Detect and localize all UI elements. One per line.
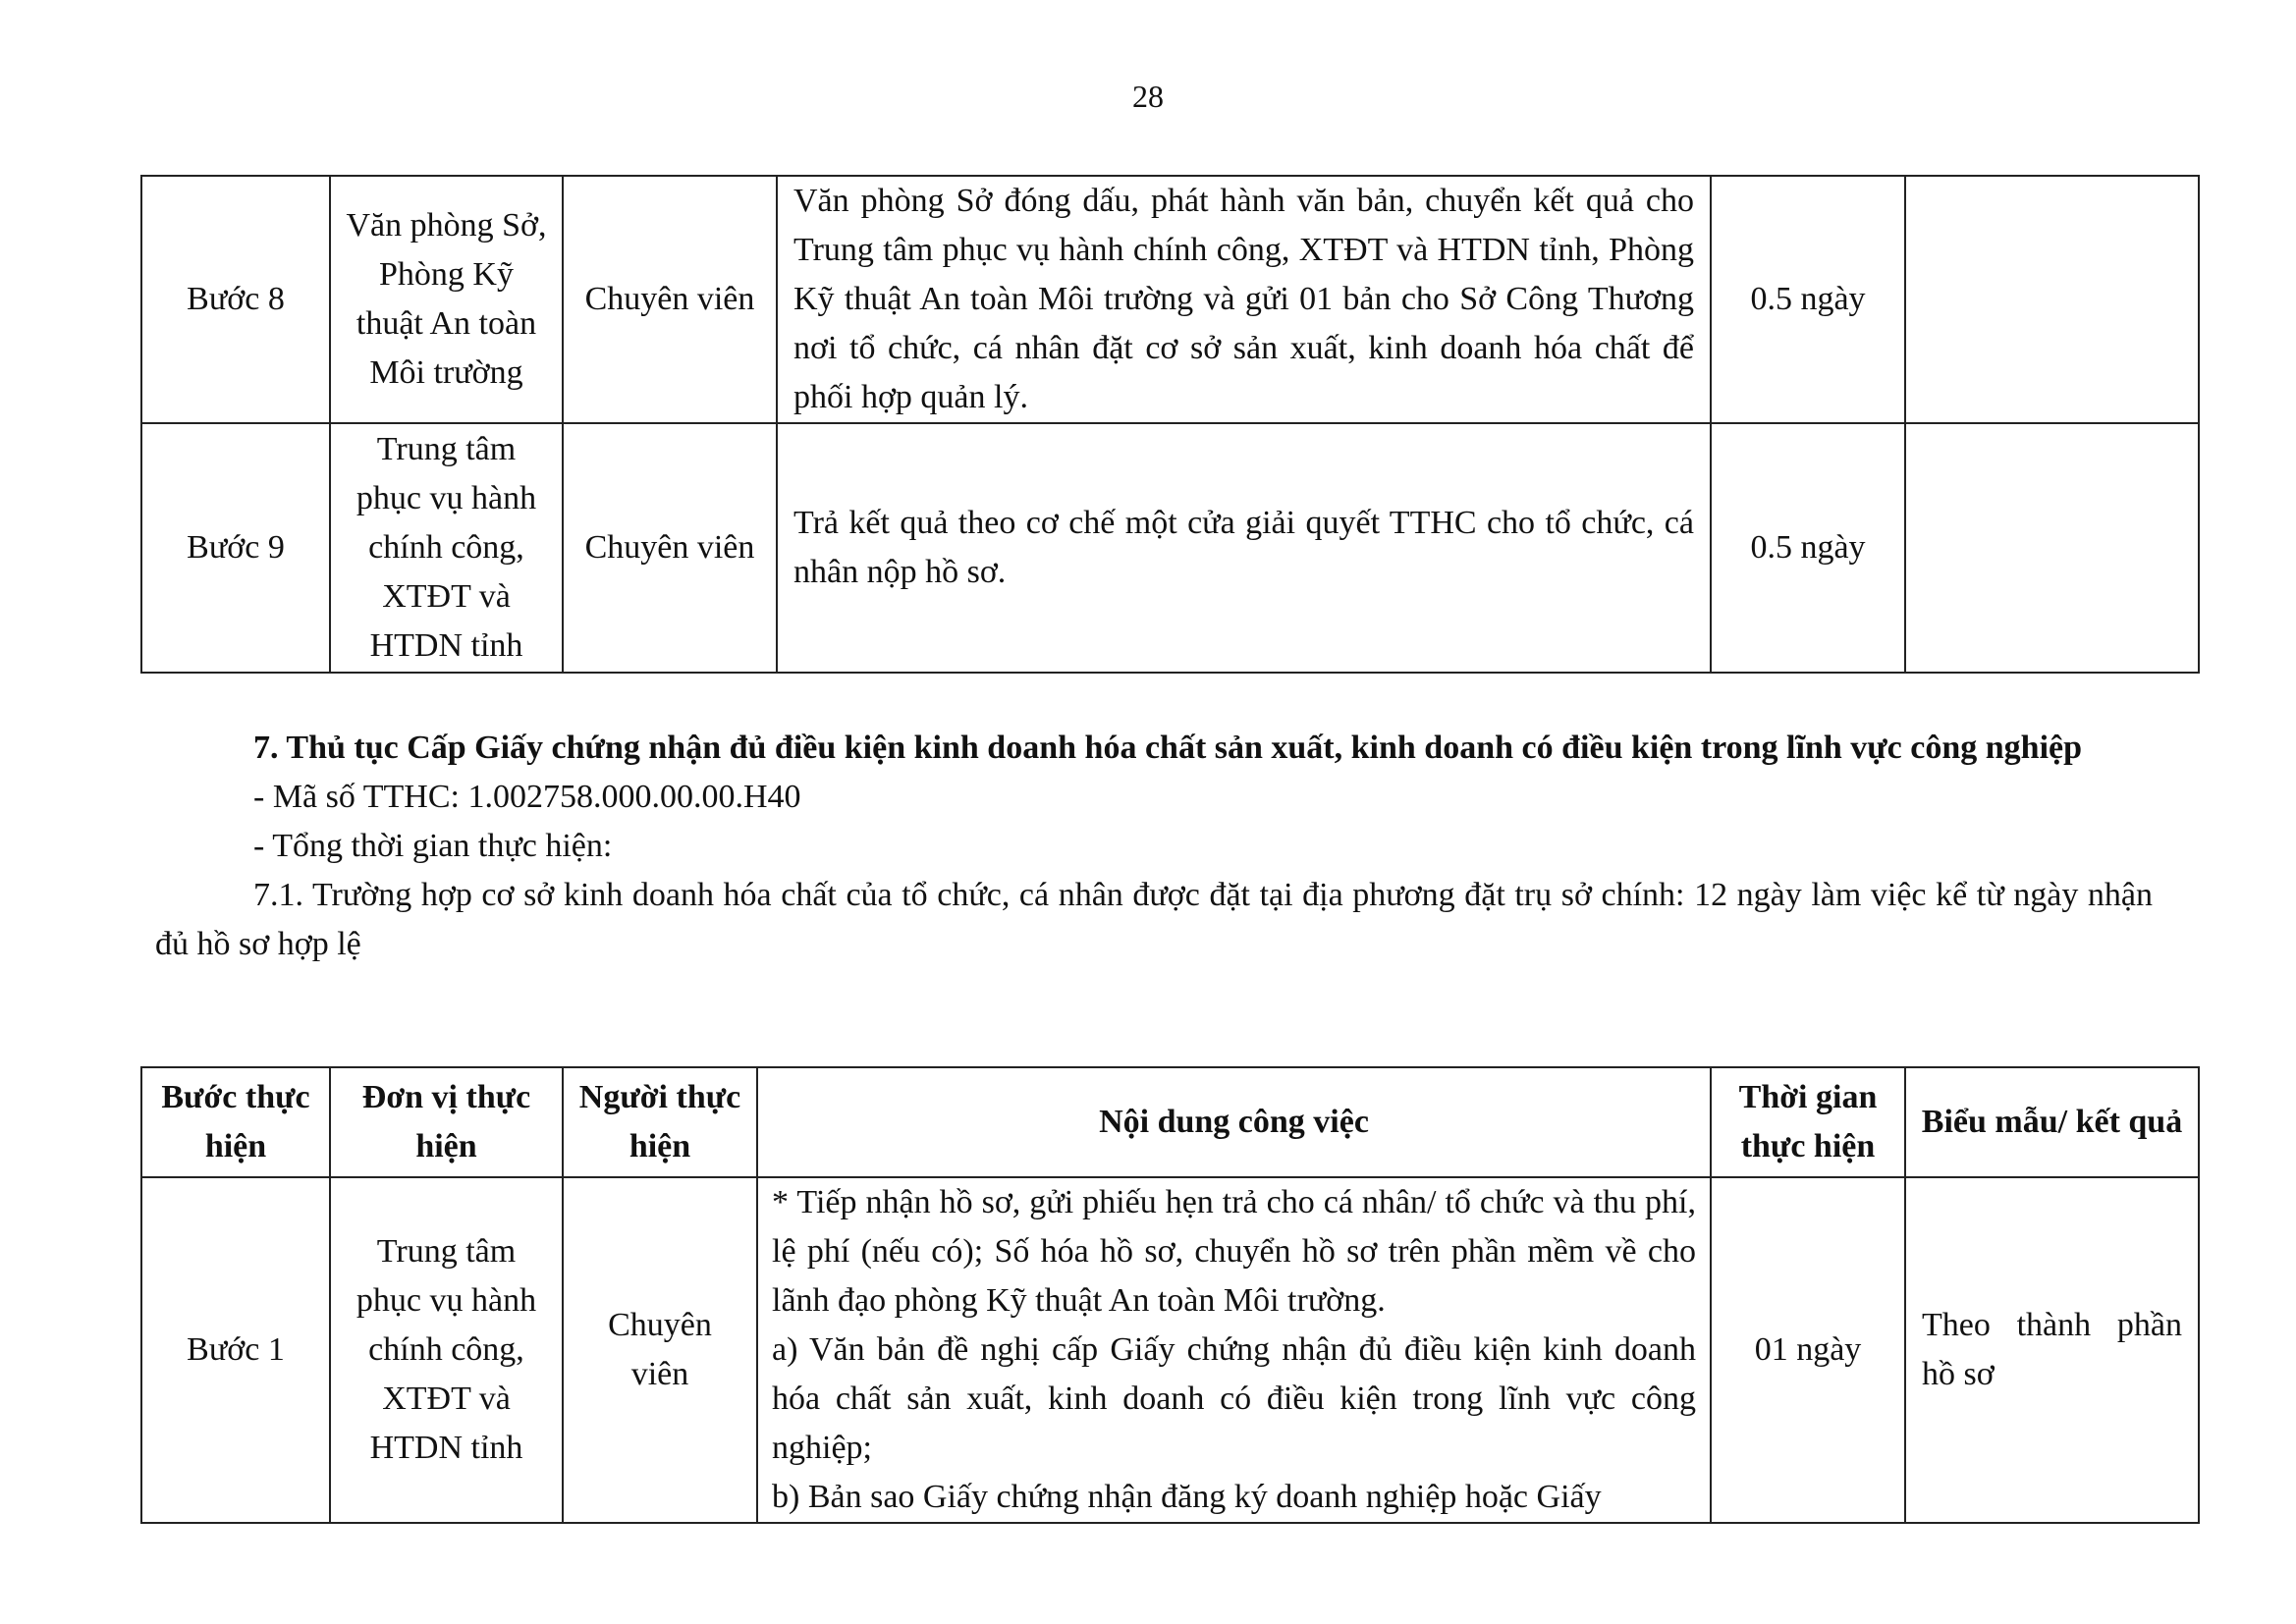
step-cell: Bước 8 <box>141 176 330 423</box>
time-cell: 01 ngày <box>1711 1177 1905 1523</box>
unit-cell: Trung tâm phục vụ hành chính công, XTĐT và HTDN tỉnh <box>330 1177 563 1523</box>
form-cell <box>1905 423 2199 673</box>
header-time: Thời gian thực hiện <box>1711 1067 1905 1177</box>
content-line: b) Bản sao Giấy chứng nhận đăng ký doanh nghiệp hoặc Giấy <box>772 1479 1602 1515</box>
time-cell: 0.5 ngày <box>1711 176 1905 423</box>
procedure-section <box>155 724 2153 969</box>
content-cell: Văn phòng Sở đóng dấu, phát hành văn bản, chuyển kết quả cho Trung tâm phục vụ hành chính công, XTĐT và HTDN tỉnh, Phòng Kỹ thuật An toàn Môi trường và gửi 01 bản cho Sở Công Thương nơi tổ chức, cá nhân đặt cơ sở sản xuất, kinh doanh hóa chất để phối hợp quản lý. <box>777 176 1711 423</box>
step-cell: Bước 1 <box>141 1177 330 1523</box>
procedure-steps-table <box>140 1066 2200 1524</box>
procedure-steps-table-continued <box>140 175 2200 674</box>
performer-cell: Chuyên viên <box>563 423 777 673</box>
table-row <box>141 176 2199 423</box>
table-row <box>141 423 2199 673</box>
procedure-heading: 7. Thủ tục Cấp Giấy chứng nhận đủ điều kiện kinh doanh hóa chất sản xuất, kinh doanh có điều kiện trong lĩnh vực công nghiệp <box>253 730 2083 766</box>
content-line: a) Văn bản đề nghị cấp Giấy chứng nhận đủ điều kiện kinh doanh hóa chất sản xuất, kinh doanh có điều kiện trong lĩnh vực công nghiệp; <box>772 1331 1696 1466</box>
page-number: 28 <box>1132 79 1164 114</box>
table-row <box>141 1177 2199 1523</box>
header-performer: Người thực hiện <box>563 1067 757 1177</box>
content-cell <box>757 1177 1711 1523</box>
case-description: 7.1. Trường hợp cơ sở kinh doanh hóa chất của tổ chức, cá nhân được đặt tại địa phương đặt trụ sở chính: 12 ngày làm việc kể từ ngày nhận đủ hồ sơ hợp lệ <box>155 877 2153 962</box>
procedure-code: - Mã số TTHC: 1.002758.000.00.00.H40 <box>253 779 801 815</box>
content-line: * Tiếp nhận hồ sơ, gửi phiếu hẹn trả cho cá nhân/ tổ chức và thu phí, lệ phí (nếu có); Số hóa hồ sơ, chuyển hồ sơ trên phần mềm về cho lãnh đạo phòng Kỹ thuật An toàn Môi trường. <box>772 1184 1696 1319</box>
step-cell: Bước 9 <box>141 423 330 673</box>
unit-cell: Trung tâm phục vụ hành chính công, XTĐT và HTDN tỉnh <box>330 423 563 673</box>
header-form: Biểu mẫu/ kết quả <box>1905 1067 2199 1177</box>
unit-cell: Văn phòng Sở, Phòng Kỹ thuật An toàn Môi trường <box>330 176 563 423</box>
table-header-row <box>141 1067 2199 1177</box>
header-unit: Đơn vị thực hiện <box>330 1067 563 1177</box>
header-step: Bước thực hiện <box>141 1067 330 1177</box>
header-content: Nội dung công việc <box>757 1067 1711 1177</box>
form-cell <box>1905 176 2199 423</box>
time-cell: 0.5 ngày <box>1711 423 1905 673</box>
form-cell: Theo thành phần hồ sơ <box>1905 1177 2199 1523</box>
performer-cell: Chuyên viên <box>563 1177 757 1523</box>
performer-cell: Chuyên viên <box>563 176 777 423</box>
content-cell: Trả kết quả theo cơ chế một cửa giải quyết TTHC cho tổ chức, cá nhân nộp hồ sơ. <box>777 423 1711 673</box>
total-time-label: - Tổng thời gian thực hiện: <box>253 828 613 864</box>
